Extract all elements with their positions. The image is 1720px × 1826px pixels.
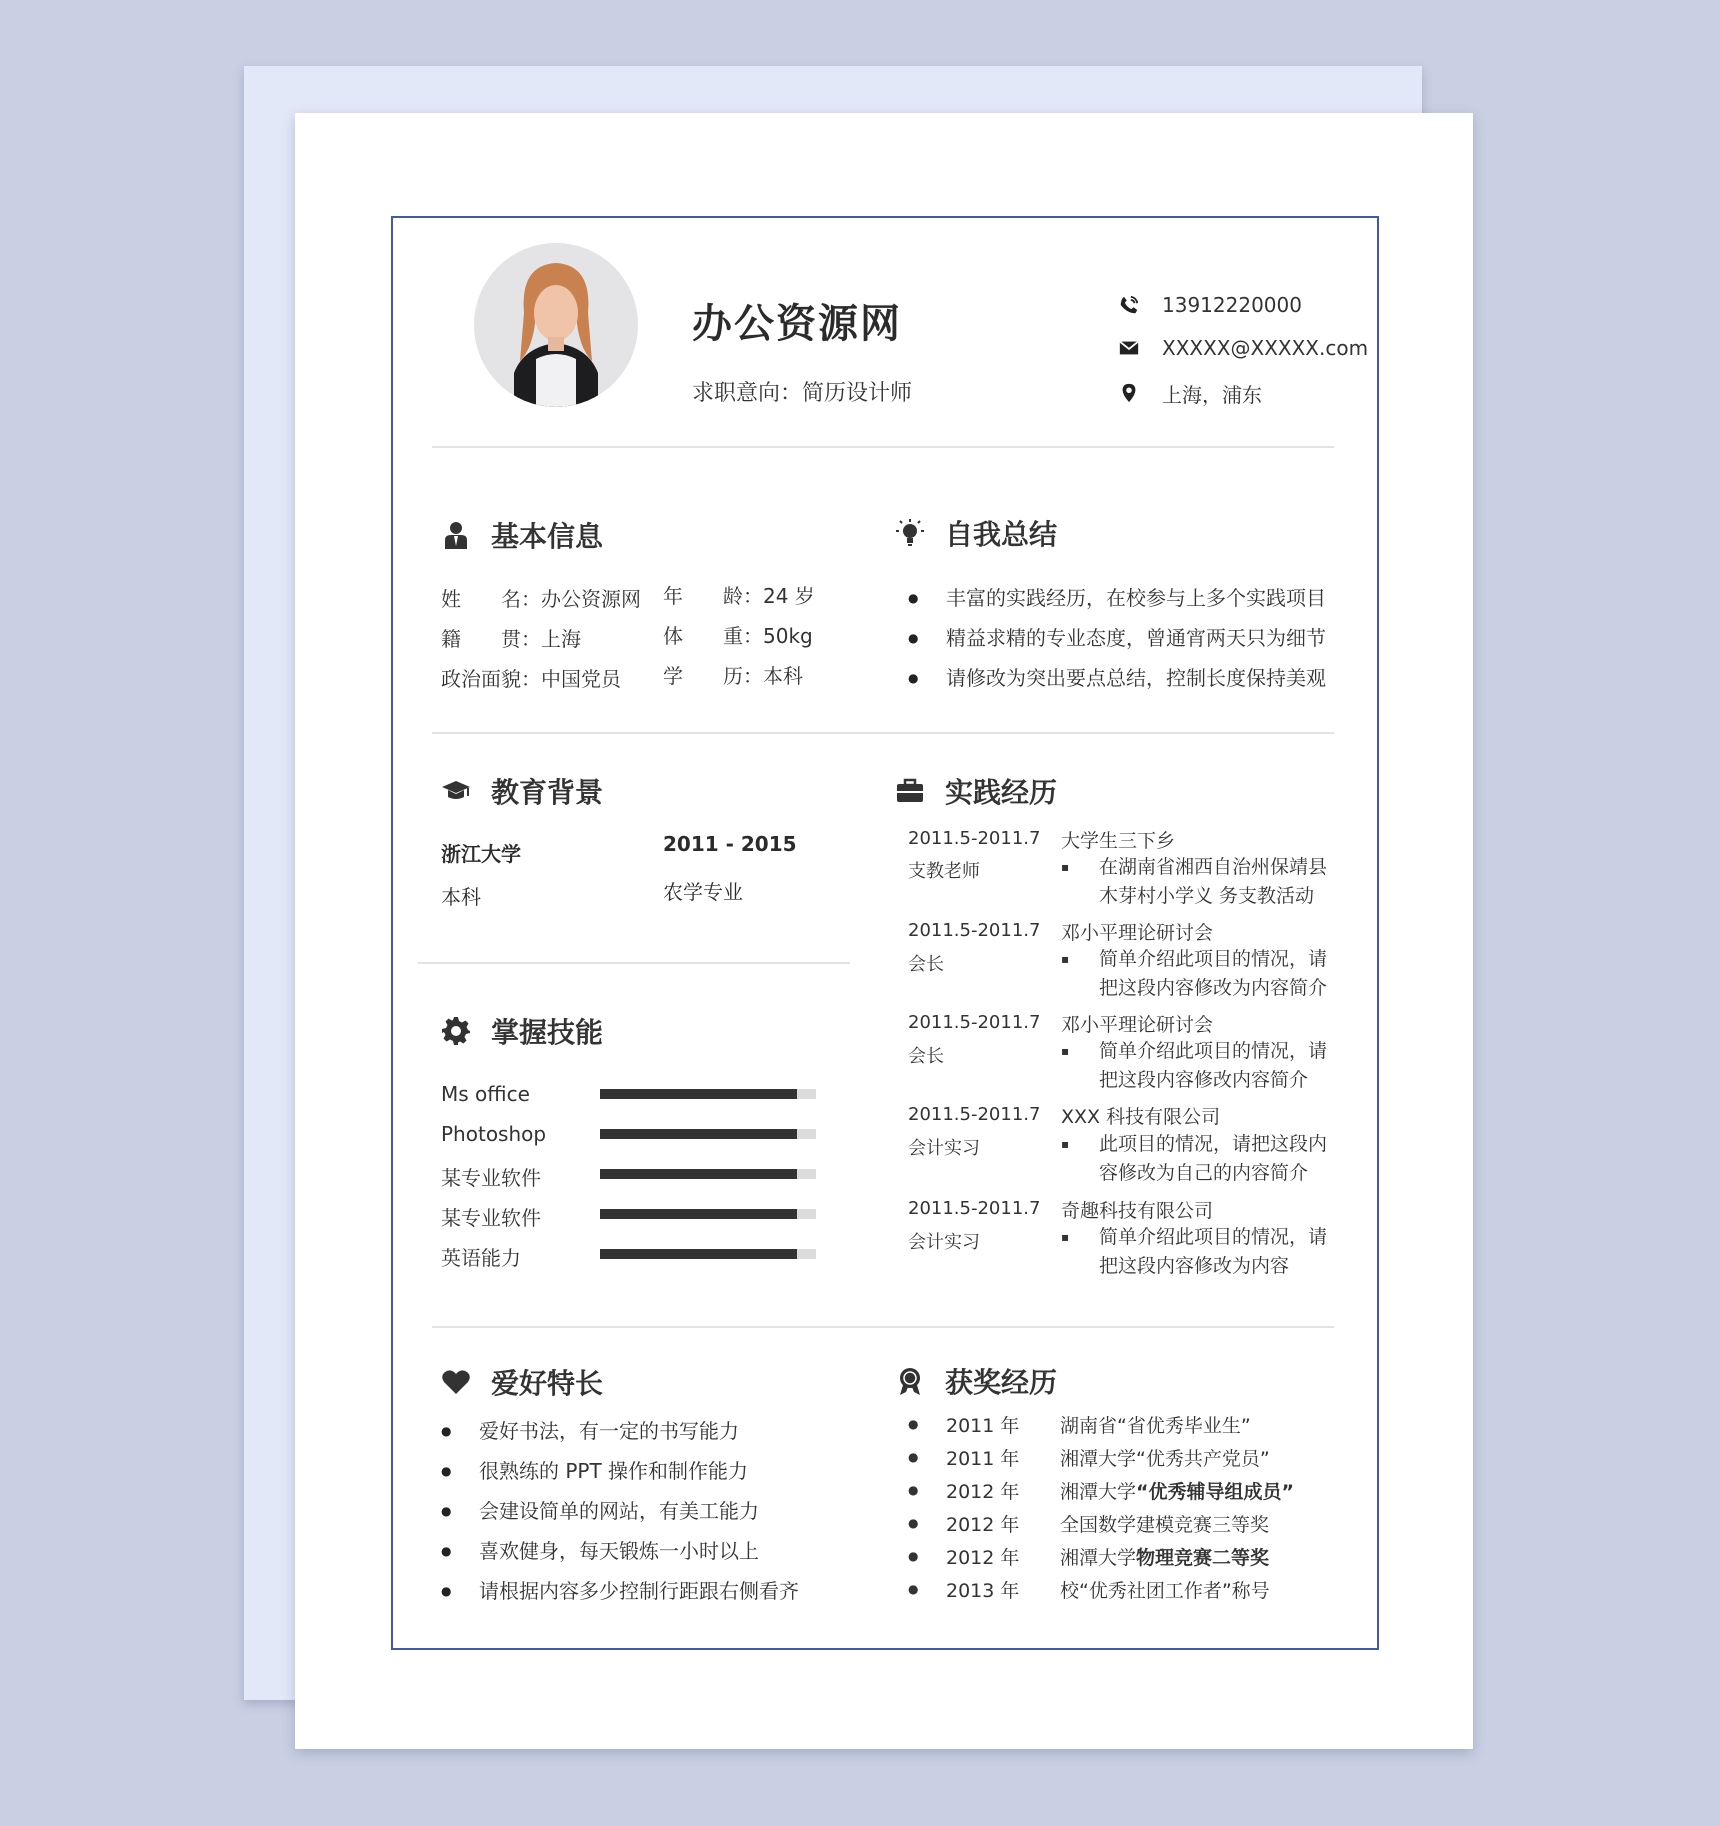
edu-period: 2011 - 2015 bbox=[663, 832, 797, 856]
skill-bar bbox=[600, 1169, 816, 1179]
exp-title: 奇趣科技有限公司 bbox=[1061, 1200, 1214, 1222]
avatar-photo bbox=[474, 243, 638, 407]
list-item: ● 精益求精的专业态度，曾通宵两天只为细节 bbox=[908, 618, 1326, 658]
contact-location bbox=[1118, 378, 1262, 408]
candidate-name: 办公资源网 bbox=[692, 301, 902, 347]
exp-title: 邓小平理论研讨会 bbox=[1061, 1014, 1214, 1036]
section-practice-title bbox=[895, 771, 1057, 811]
edu-major: 农学专业 bbox=[663, 880, 743, 904]
skill-fill bbox=[600, 1249, 797, 1259]
skill-name: Ms office bbox=[441, 1082, 530, 1106]
graduation-cap-icon bbox=[441, 776, 471, 806]
contact-phone[interactable] bbox=[1118, 290, 1302, 320]
edu-school: 浙江大学 bbox=[441, 842, 521, 866]
lightbulb-icon bbox=[895, 518, 925, 548]
skill-fill bbox=[600, 1169, 797, 1179]
section-basic-label: 基本信息 bbox=[491, 520, 604, 553]
exp-date: 2011.5-2011.7 bbox=[908, 1104, 1041, 1125]
briefcase-icon bbox=[895, 776, 925, 806]
skill-bar bbox=[600, 1089, 816, 1099]
basic-row: 学 历：本科 bbox=[663, 664, 803, 688]
award-icon bbox=[895, 1366, 925, 1396]
summary-list bbox=[908, 578, 1326, 698]
exp-role: 会长 bbox=[908, 954, 944, 975]
heart-icon bbox=[441, 1367, 471, 1397]
exp-desc: ▪ 简单介绍此项目的情况，请把这段内容修改为内容简介 bbox=[1061, 945, 1341, 1003]
section-education-label: 教育背景 bbox=[491, 776, 604, 809]
section-education-title bbox=[441, 771, 603, 811]
email-text: XXXXX@XXXXX.com bbox=[1162, 336, 1369, 360]
contact-email[interactable] bbox=[1118, 333, 1368, 363]
divider bbox=[432, 1326, 1334, 1328]
list-item: ● 爱好书法，有一定的书写能力 bbox=[441, 1411, 799, 1451]
location-icon bbox=[1118, 382, 1140, 404]
basic-row: 年 龄：24 岁 bbox=[663, 584, 815, 608]
skill-name: 某专业软件 bbox=[441, 1166, 541, 1190]
section-awards-label: 获奖经历 bbox=[945, 1366, 1058, 1399]
section-basic-title bbox=[441, 515, 603, 555]
exp-role: 会计实习 bbox=[908, 1232, 980, 1253]
phone-icon bbox=[1118, 294, 1140, 316]
gear-icon bbox=[441, 1016, 471, 1046]
list-item: ● 请根据内容多少控制行距跟右侧看齐 bbox=[441, 1571, 799, 1611]
section-awards-title bbox=[895, 1361, 1057, 1401]
skill-fill bbox=[600, 1089, 797, 1099]
exp-desc: ▪ 简单介绍此项目的情况，请把这段内容修改内容简介 bbox=[1061, 1037, 1341, 1095]
mail-icon bbox=[1118, 337, 1140, 359]
section-summary-label: 自我总结 bbox=[945, 518, 1058, 551]
skill-bar bbox=[600, 1209, 816, 1219]
exp-date: 2011.5-2011.7 bbox=[908, 920, 1041, 941]
person-icon bbox=[441, 520, 471, 550]
phone-text: 13912220000 bbox=[1162, 293, 1302, 317]
exp-title: XXX 科技有限公司 bbox=[1061, 1106, 1221, 1128]
list-item: ● 丰富的实践经历，在校参与上多个实践项目 bbox=[908, 578, 1326, 618]
skill-bar bbox=[600, 1249, 816, 1259]
section-practice-label: 实践经历 bbox=[945, 776, 1058, 809]
exp-desc: ▪ 此项目的情况，请把这段内容修改为自己的内容简介 bbox=[1061, 1130, 1341, 1188]
skill-name: 某专业软件 bbox=[441, 1206, 541, 1230]
divider bbox=[432, 446, 1334, 448]
edu-degree: 本科 bbox=[441, 885, 481, 909]
skill-name: Photoshop bbox=[441, 1122, 547, 1146]
list-item: ● 会建设简单的网站，有美工能力 bbox=[441, 1491, 799, 1531]
basic-row: 体 重：50kg bbox=[663, 624, 813, 648]
hobbies-list bbox=[441, 1411, 799, 1611]
exp-title: 大学生三下乡 bbox=[1061, 830, 1176, 852]
skill-name: 英语能力 bbox=[441, 1246, 521, 1270]
divider bbox=[418, 962, 850, 964]
skill-fill bbox=[600, 1209, 797, 1219]
section-skills-label: 掌握技能 bbox=[491, 1016, 604, 1049]
section-summary-title bbox=[895, 513, 1057, 553]
exp-date: 2011.5-2011.7 bbox=[908, 1198, 1041, 1219]
skill-fill bbox=[600, 1129, 797, 1139]
exp-title: 邓小平理论研讨会 bbox=[1061, 922, 1214, 944]
section-hobbies-title bbox=[441, 1362, 603, 1402]
basic-row: 籍 贯：上海 bbox=[441, 627, 581, 651]
list-item: ● 喜欢健身，每天锻炼一小时以上 bbox=[441, 1531, 799, 1571]
location-text: 上海，浦东 bbox=[1162, 382, 1262, 407]
section-hobbies-label: 爱好特长 bbox=[491, 1367, 604, 1400]
exp-date: 2011.5-2011.7 bbox=[908, 828, 1041, 849]
list-item: ● 请修改为突出要点总结，控制长度保持美观 bbox=[908, 658, 1326, 698]
avatar bbox=[474, 243, 638, 407]
exp-role: 支教老师 bbox=[908, 861, 980, 882]
exp-role: 会计实习 bbox=[908, 1138, 980, 1159]
job-intent: 求职意向：简历设计师 bbox=[692, 381, 913, 406]
basic-row: 姓 名：办公资源网 bbox=[441, 587, 641, 611]
divider bbox=[432, 732, 1334, 734]
list-item: ● 很熟练的 PPT 操作和制作能力 bbox=[441, 1451, 799, 1491]
exp-date: 2011.5-2011.7 bbox=[908, 1012, 1041, 1033]
skill-bar bbox=[600, 1129, 816, 1139]
basic-row: 政治面貌：中国党员 bbox=[441, 667, 621, 691]
exp-desc: ▪ 简单介绍此项目的情况，请把这段内容修改为内容 bbox=[1061, 1223, 1341, 1281]
exp-role: 会长 bbox=[908, 1046, 944, 1067]
exp-desc: ▪ 在湖南省湘西自治州保靖县木芽村小学义 务支教活动 bbox=[1061, 853, 1341, 911]
section-skills-title bbox=[441, 1011, 603, 1051]
